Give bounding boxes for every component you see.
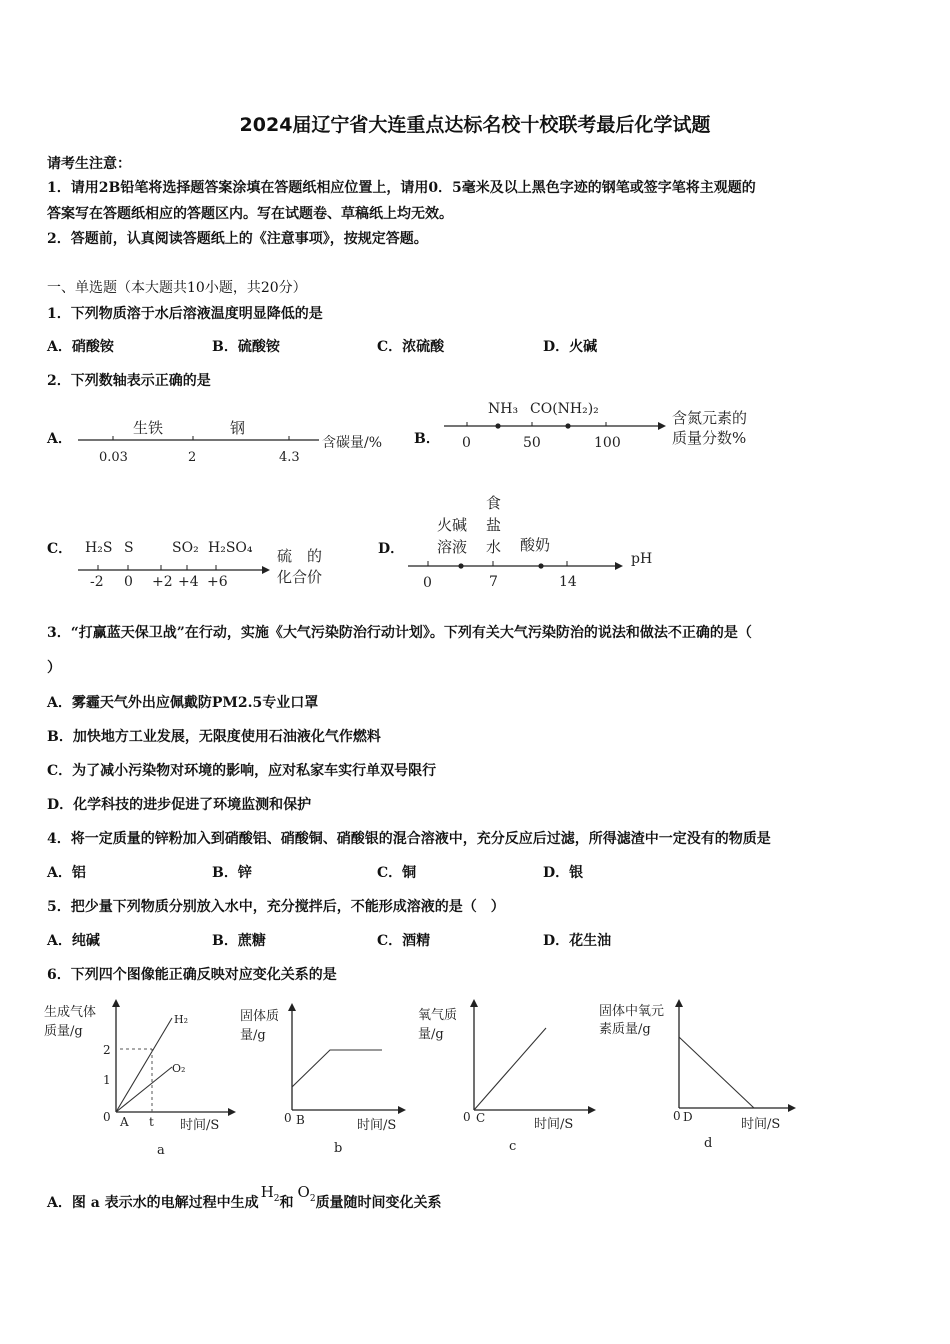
ylabel-line-1: 氧气质 xyxy=(418,1008,458,1023)
page-title: 2024届辽宁省大连重点达标名校十校联考最后化学试题 xyxy=(239,114,711,136)
ytick-0: 0 xyxy=(103,1110,111,1124)
q1-option-b: B．硫酸铵 xyxy=(212,339,280,355)
tick-4-3: 4.3 xyxy=(279,450,300,465)
xtick-t: t xyxy=(149,1115,154,1129)
q2-option-d-label: D． xyxy=(378,541,405,557)
q4-option-c: C．铜 xyxy=(377,865,417,881)
caption-c: c xyxy=(509,1139,517,1154)
q3-option-a: A．雾霾天气外出应佩戴防PM2.5专业口罩 xyxy=(47,695,319,711)
label-h2s: H₂S xyxy=(85,540,113,556)
notice-line-2: 答案写在答题纸相应的答题区内。写在试题卷、草稿纸上均无效。 xyxy=(47,206,453,222)
ytick-2: 2 xyxy=(103,1043,111,1057)
tick-0-03: 0.03 xyxy=(99,450,128,465)
label-salt-water-3: 水 xyxy=(486,538,502,556)
series-h2-line xyxy=(116,1018,172,1112)
origin-letter: C xyxy=(476,1111,486,1125)
label-so2: SO₂ xyxy=(172,540,199,556)
h2-formula: $H_2$ xyxy=(260,1183,280,1204)
number-line-carbon xyxy=(75,410,405,470)
q2-option-b-label: B． xyxy=(414,431,440,447)
ylabel-line-2: 量/g xyxy=(418,1027,444,1042)
ylabel-line-1: 固体中氧元 xyxy=(599,1004,665,1019)
origin-zero: 0 xyxy=(284,1111,292,1125)
caption-b: b xyxy=(334,1141,343,1156)
number-line-ph xyxy=(405,488,675,592)
graph-a xyxy=(40,995,250,1160)
series-line xyxy=(474,1028,546,1110)
origin-letter: A xyxy=(120,1115,129,1129)
q4-stem: 4．将一定质量的锌粉加入到硝酸铝、硝酸铜、硝酸银的混合溶液中，充分反应后过滤，所得滤渣中一定没有的物质是 xyxy=(47,831,771,847)
label-caustic-1: 火碱 xyxy=(437,516,468,534)
notice-heading: 请考生注意： xyxy=(47,156,131,172)
ylabel-line-2: 素质量/g xyxy=(599,1022,651,1037)
q3-option-d: D．化学科技的进步促进了环境监测和保护 xyxy=(47,797,312,813)
label-h2so4: H₂SO₄ xyxy=(208,540,253,556)
label-urea: CO(NH₂)₂ xyxy=(530,401,599,417)
axis-title-carbon: 含碳量/% xyxy=(322,435,383,451)
origin-letter: D xyxy=(683,1110,693,1124)
ylabel-line-2: 质量/g xyxy=(44,1024,83,1039)
tick-14: 14 xyxy=(559,574,577,590)
number-line-sulfur xyxy=(75,532,345,592)
q6-option-a-suffix: 质量随时间变化关系 xyxy=(315,1195,442,1211)
q4-option-d: D．银 xyxy=(543,865,584,881)
graph-d xyxy=(595,995,805,1155)
series-o2-line xyxy=(116,1067,172,1112)
section-heading: 一、单选题（本大题共10小题，共20分） xyxy=(47,280,307,296)
label-salt-water-2: 盐 xyxy=(486,516,502,534)
label-salt-water-1: 食 xyxy=(486,494,502,512)
notice-line-1: 1．请用2B铅笔将选择题答案涂填在答题纸相应位置上，请用0．5毫米及以上黑色字迹的钢笔或签字笔将主观题的 xyxy=(47,180,756,196)
axis-title-sulfur-2: 化合价 xyxy=(277,568,323,586)
q4-option-a: A．铝 xyxy=(47,865,86,881)
tick-100: 100 xyxy=(594,435,621,451)
origin-letter: B xyxy=(296,1113,305,1127)
tick-0: 0 xyxy=(423,575,432,591)
notice-line-3: 2．答题前，认真阅读答题纸上的《注意事项》，按规定答题。 xyxy=(47,231,428,247)
axis-title-sulfur-1: 硫 的 xyxy=(277,547,323,565)
tick-7: 7 xyxy=(489,574,498,590)
q3-stem: 3．“打赢蓝天保卫战”在行动，实施《大气污染防治行动计划》。下列有关大气污染防治的说法和做法不正确的是（ xyxy=(47,625,752,641)
ytick-1: 1 xyxy=(103,1073,111,1087)
series-line xyxy=(292,1050,382,1087)
q1-option-d: D．火碱 xyxy=(543,339,598,355)
number-line-nitrogen xyxy=(440,395,770,460)
graph-c xyxy=(410,995,605,1160)
tick-0: 0 xyxy=(462,435,471,451)
q1-option-c: C．浓硫酸 xyxy=(377,339,445,355)
q6-option-a-and: 和 xyxy=(279,1195,294,1211)
q2-option-c-label: C． xyxy=(47,541,73,557)
ylabel-line-1: 固体质 xyxy=(240,1009,280,1024)
caption-a: a xyxy=(157,1143,165,1158)
label-yogurt: 酸奶 xyxy=(520,536,551,554)
tick-50: 50 xyxy=(523,435,541,451)
series-line xyxy=(679,1037,754,1108)
series-o2-label: O₂ xyxy=(172,1062,186,1075)
label-nh3: NH₃ xyxy=(488,401,519,417)
label-s: S xyxy=(124,540,134,556)
xlabel: 时间/S xyxy=(741,1117,781,1132)
q3-stem-close: ） xyxy=(47,660,61,676)
q6-stem: 6．下列四个图像能正确反映对应变化关系的是 xyxy=(47,967,337,983)
q5-option-a: A．纯碱 xyxy=(47,933,100,949)
q4-option-b: B．锌 xyxy=(212,865,252,881)
q5-option-d: D．花生油 xyxy=(543,933,612,949)
q6-option-a xyxy=(47,1183,442,1214)
q3-option-c: C．为了减小污染物对环境的影响，应对私家车实行单双号限行 xyxy=(47,763,437,779)
tick-plus-4: +4 xyxy=(178,574,199,590)
xlabel: 时间/S xyxy=(180,1118,220,1133)
q5-option-b: B．蔗糖 xyxy=(212,933,266,949)
ylabel-line-2: 量/g xyxy=(240,1028,266,1043)
axis-title-nitrogen-1: 含氮元素的 xyxy=(672,409,748,427)
graph-b xyxy=(232,995,417,1160)
axis-title-nitrogen-2: 质量分数% xyxy=(672,429,747,447)
xlabel: 时间/S xyxy=(357,1118,397,1133)
o2-formula: $O_2$ xyxy=(297,1183,316,1204)
ylabel-line-1: 生成气体 xyxy=(44,1005,97,1020)
tick-0: 0 xyxy=(124,574,133,590)
label-steel: 钢 xyxy=(230,419,246,437)
series-h2-label: H₂ xyxy=(174,1013,189,1026)
q1-stem: 1．下列物质溶于水后溶液温度明显降低的是 xyxy=(47,306,323,322)
origin-zero: 0 xyxy=(463,1110,471,1124)
tick-minus-2: -2 xyxy=(90,574,104,590)
q5-stem: 5．把少量下列物质分别放入水中，充分搅拌后，不能形成溶液的是（ ） xyxy=(47,899,505,915)
q2-stem: 2．下列数轴表示正确的是 xyxy=(47,373,211,389)
q2-option-a-label: A． xyxy=(47,431,72,447)
origin-zero: 0 xyxy=(673,1109,681,1123)
tick-plus-6: +6 xyxy=(207,574,228,590)
label-pig-iron: 生铁 xyxy=(133,419,164,437)
q1-option-a: A．硝酸铵 xyxy=(47,339,114,355)
tick-plus-2: +2 xyxy=(152,574,173,590)
q5-option-c: C．酒精 xyxy=(377,933,431,949)
q6-option-a-prefix: A．图 a 表示水的电解过程中生成 xyxy=(47,1195,259,1211)
q3-option-b: B．加快地方工业发展，无限度使用石油液化气作燃料 xyxy=(47,729,381,745)
axis-title-ph: pH xyxy=(631,551,653,567)
xlabel: 时间/S xyxy=(534,1117,574,1132)
tick-2: 2 xyxy=(188,450,197,465)
caption-d: d xyxy=(704,1136,713,1151)
label-caustic-2: 溶液 xyxy=(437,538,468,556)
